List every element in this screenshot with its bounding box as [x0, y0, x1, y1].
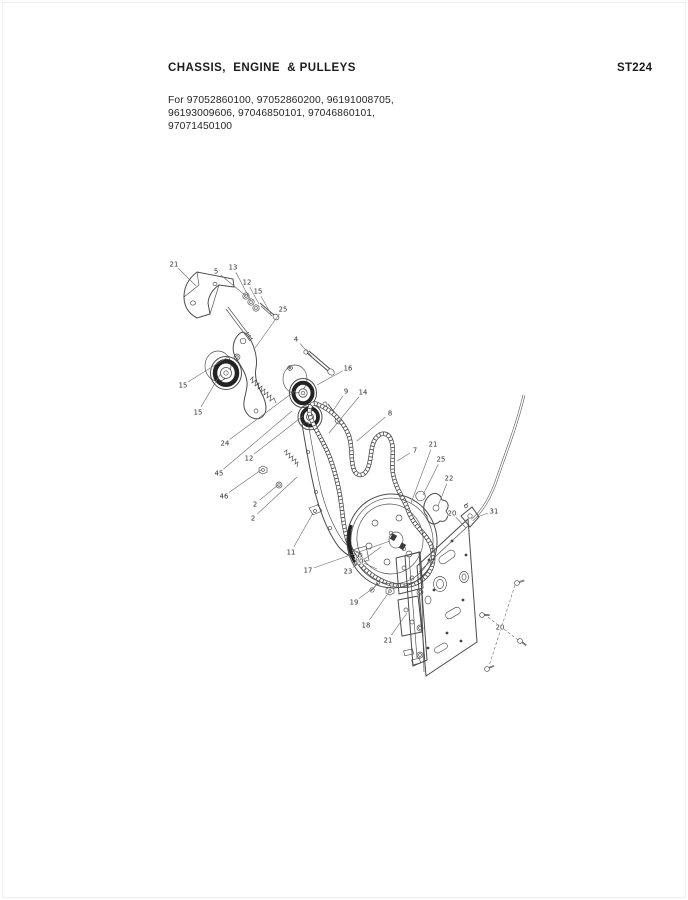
support-bracket: [184, 272, 234, 318]
callout-number: 9: [343, 387, 349, 396]
callout-number: 7: [412, 446, 418, 455]
callout-leader: [260, 485, 278, 500]
callout-number: 8: [387, 409, 393, 418]
callout-leader: [255, 314, 280, 348]
callout-leader: [357, 417, 385, 441]
page-title: CHASSIS, ENGINE & PULLEYS: [168, 62, 356, 74]
callout-number: 45: [214, 469, 224, 478]
callout-number: 12: [244, 454, 254, 463]
callout-leader: [359, 589, 372, 598]
callout-number: 20: [447, 509, 457, 518]
callout-number: 16: [343, 364, 353, 373]
callout-number: 11: [286, 548, 296, 557]
applicability-line: 96193009606, 97046850101, 97046860101,: [168, 107, 376, 119]
callout-number: 2: [252, 500, 258, 509]
callout-number: 21: [428, 440, 438, 449]
callout-leader: [423, 464, 438, 495]
engagement-arm: [302, 422, 369, 564]
callout-number: 25: [278, 305, 288, 314]
callout-leader: [230, 391, 295, 439]
idler-pulley: [205, 351, 242, 390]
callout-number: 4: [293, 335, 299, 344]
callout-leader: [300, 343, 313, 358]
callout-number: 10: [354, 557, 364, 566]
callout-number: 18: [361, 621, 371, 630]
callout-leader: [229, 470, 261, 493]
callout-leader: [411, 450, 431, 503]
callout-number: 15: [178, 381, 188, 390]
callout-leader: [314, 541, 390, 568]
callout-leader: [317, 371, 343, 385]
callout-number: 23: [343, 567, 353, 576]
callout-leader: [397, 453, 410, 461]
double-pulley: [283, 365, 322, 430]
callout-number: 15: [253, 287, 263, 296]
callout-number: 17: [303, 566, 313, 575]
callout-number: 12: [242, 278, 252, 287]
applicability-line: For 97052860100, 97052860200, 96191008705,: [168, 95, 394, 106]
callout-leader: [369, 592, 389, 620]
extension-spring: [250, 377, 276, 403]
callout-leader: [294, 513, 313, 547]
callout-number: 20: [495, 623, 505, 632]
pivot-hardware: [226, 293, 280, 341]
drive-belt: [309, 404, 433, 586]
callout-number: 19: [349, 598, 359, 607]
small-fasteners: [259, 450, 394, 595]
applicability-line: 97071450100: [168, 120, 233, 132]
callout-number: 46: [219, 492, 229, 501]
callout-number: 31: [489, 507, 499, 516]
callout-number: 14: [358, 388, 368, 397]
callout-number: 25: [436, 455, 446, 464]
callout-number: 21: [169, 260, 179, 269]
aux-belt-run: [472, 395, 524, 520]
model-number: ST224: [617, 62, 653, 74]
callout-number: 13: [228, 263, 238, 272]
callout-leader: [333, 396, 343, 411]
callout-number: 24: [220, 439, 230, 448]
callout-leader: [391, 613, 407, 635]
callout-number: 22: [444, 474, 454, 483]
callout-leader: [224, 411, 292, 469]
callout-number: 5: [213, 267, 219, 276]
callout-number: 2: [250, 514, 256, 523]
callout-leader: [254, 416, 303, 454]
bolt-4: [304, 350, 336, 377]
callout-number: 21: [383, 636, 393, 645]
callout-leader: [236, 272, 251, 301]
callout-number: 15: [193, 408, 203, 417]
callout-layer: [170, 260, 505, 644]
